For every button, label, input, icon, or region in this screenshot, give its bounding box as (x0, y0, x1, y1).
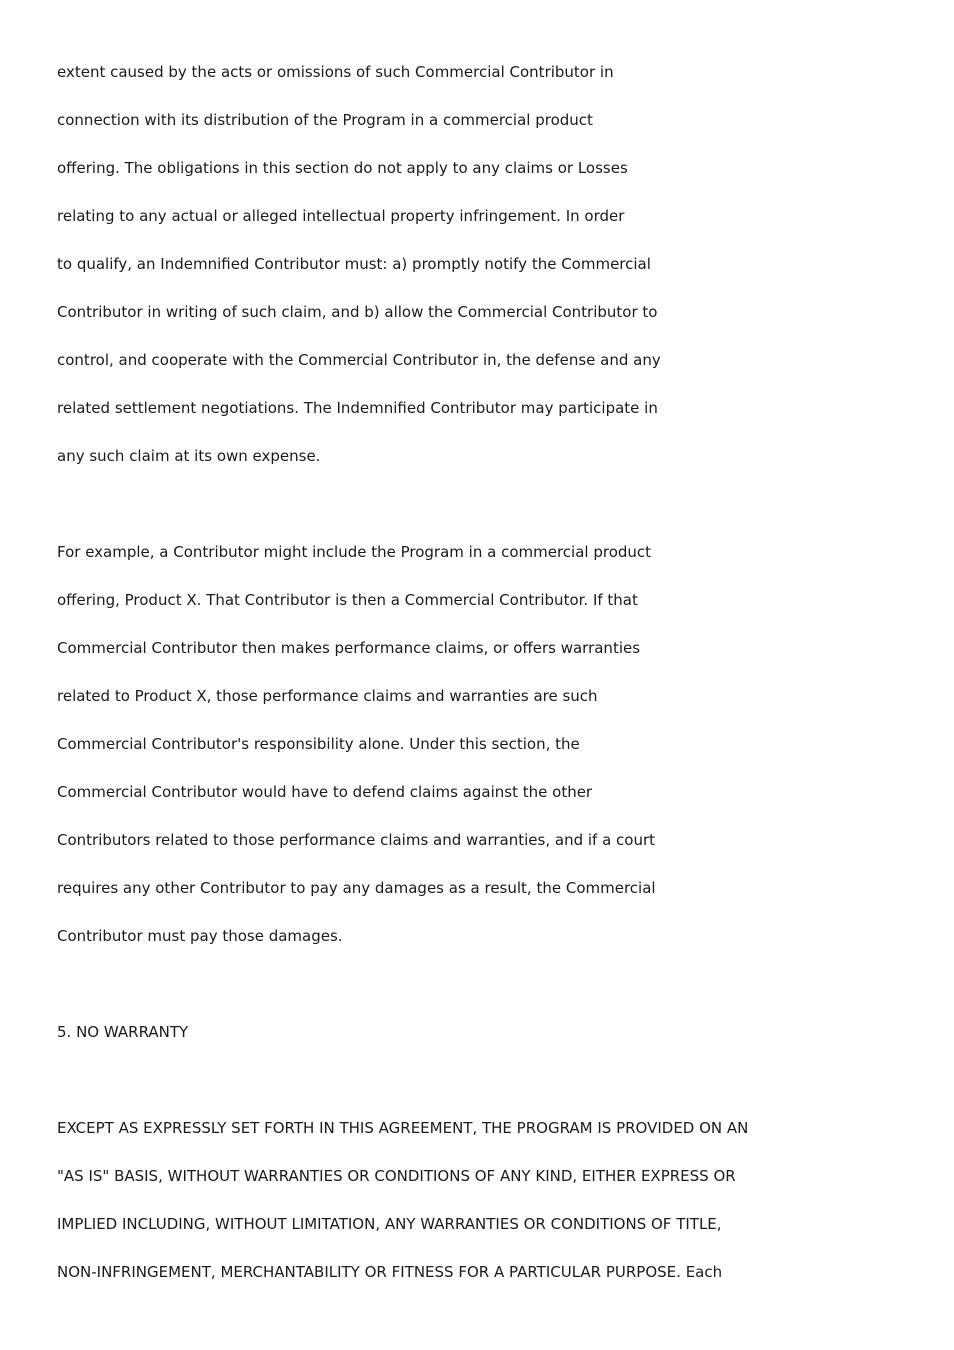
text-line: any such claim at its own expense. (57, 447, 321, 465)
text-line: extent caused by the acts or omissions of such Commercial Contributor in (57, 63, 614, 81)
section-heading-no-warranty (57, 1018, 917, 1066)
text-line: "AS IS" BASIS, WITHOUT WARRANTIES OR CONDITIONS OF ANY KIND, EITHER EXPRESS OR (57, 1167, 736, 1185)
paragraph-example (57, 538, 917, 970)
text-line: For example, a Contributor might include the Program in a commercial product (57, 543, 652, 561)
paragraph-warranty-disclaimer (57, 1114, 917, 1306)
text-line: control, and cooperate with the Commercial Contributor in, the defense and any (57, 351, 661, 369)
text-line: IMPLIED INCLUDING, WITHOUT LIMITATION, ANY WARRANTIES OR CONDITIONS OF TITLE, (57, 1215, 722, 1233)
text-line: NON-INFRINGEMENT, MERCHANTABILITY OR FITNESS FOR A PARTICULAR PURPOSE. Each (57, 1263, 723, 1281)
text-line: Commercial Contributor would have to defend claims against the other (57, 783, 593, 801)
text-line: Commercial Contributor then makes performance claims, or offers warranties (57, 639, 641, 657)
text-line: EXCEPT AS EXPRESSLY SET FORTH IN THIS AGREEMENT, THE PROGRAM IS PROVIDED ON AN (57, 1119, 749, 1137)
text-line: related settlement negotiations. The Indemnified Contributor may participate in (57, 399, 658, 417)
text-line: Commercial Contributor's responsibility alone. Under this section, the (57, 735, 580, 753)
text-line: relating to any actual or alleged intellectual property infringement. In order (57, 207, 625, 225)
text-line: offering. The obligations in this section do not apply to any claims or Losses (57, 159, 628, 177)
text-line: Contributors related to those performance claims and warranties, and if a court (57, 831, 656, 849)
text-line: related to Product X, those performance claims and warranties are such (57, 687, 598, 705)
paragraph-indemnification (57, 58, 917, 490)
paragraph-spacer (57, 1066, 917, 1114)
section-heading: 5. NO WARRANTY (57, 1023, 189, 1041)
paragraph-spacer (57, 970, 917, 1018)
text-line: Contributor must pay those damages. (57, 927, 343, 945)
text-line: requires any other Contributor to pay any damages as a result, the Commercial (57, 879, 656, 897)
paragraph-spacer (57, 490, 917, 538)
text-line: Contributor in writing of such claim, and b) allow the Commercial Contributor to (57, 303, 658, 321)
text-line: connection with its distribution of the Program in a commercial product (57, 111, 593, 129)
text-line: to qualify, an Indemnified Contributor must: a) promptly notify the Commercial (57, 255, 651, 273)
document-page (57, 58, 917, 1306)
text-line: offering, Product X. That Contributor is then a Commercial Contributor. If that (57, 591, 638, 609)
